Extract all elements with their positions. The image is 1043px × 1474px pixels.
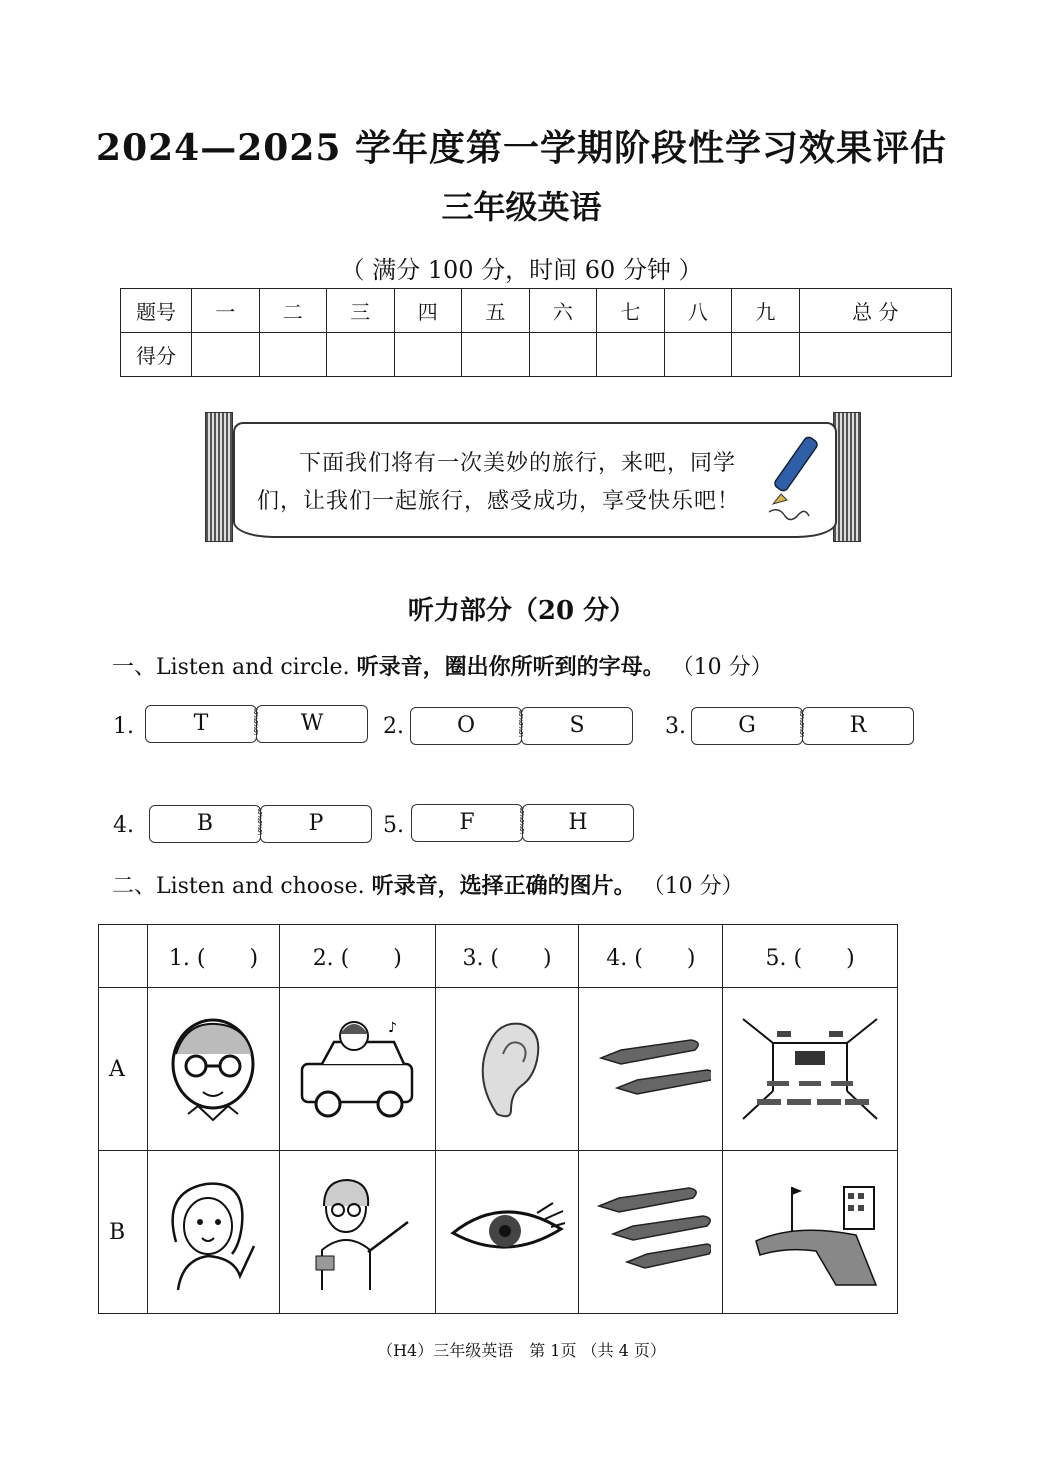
school-playground-icon — [740, 1177, 880, 1287]
score-row-label: 得分 — [121, 333, 192, 377]
part2-instruction-en: 二、Listen and choose. — [112, 874, 365, 899]
item-number: 3. — [665, 714, 686, 739]
score-cell[interactable] — [799, 333, 951, 377]
letter-card-option[interactable]: B — [149, 805, 261, 843]
item-number: 4. — [113, 813, 134, 838]
eye-icon — [447, 1197, 567, 1267]
question-header[interactable]: 5. ( ) — [723, 925, 898, 988]
score-cell[interactable] — [259, 333, 327, 377]
three-pens-icon — [591, 1182, 711, 1282]
exam-meta: （ 满分 100 分，时间 60 分钟 ） — [340, 256, 703, 284]
picture-cell[interactable] — [579, 988, 723, 1151]
score-header-cell: 九 — [732, 289, 800, 333]
page-footer: （H4）三年级英语 第 1页 （共 4 页） — [377, 1341, 666, 1360]
binder-ring-icon: § § § — [257, 808, 263, 837]
letter-card-option[interactable]: W — [256, 705, 368, 743]
letter-card-option[interactable]: F — [411, 804, 523, 842]
exam-title: 2024—2025 学年度第一学期阶段性学习效果评估 — [96, 127, 947, 169]
question-header[interactable]: 2. ( ) — [279, 925, 435, 988]
score-cell[interactable] — [597, 333, 665, 377]
letter-card-option[interactable]: S — [521, 707, 633, 745]
score-header-cell: 一 — [192, 289, 260, 333]
letter-card-option[interactable]: P — [260, 805, 372, 843]
score-cell[interactable] — [732, 333, 800, 377]
row-label: A — [99, 988, 148, 1151]
part1-instruction-zh: 听录音，圈出你所听到的字母。 — [356, 654, 665, 680]
book-spine-left — [205, 412, 233, 542]
question-header[interactable]: 4. ( ) — [579, 925, 723, 988]
picture-choice-table — [98, 924, 898, 1314]
score-header-cell: 五 — [462, 289, 530, 333]
score-header-cell: 二 — [259, 289, 327, 333]
letter-card-option[interactable]: O — [410, 707, 522, 745]
binder-ring-icon: § § § — [253, 708, 259, 737]
picture-cell[interactable] — [148, 988, 280, 1151]
item-number: 5. — [383, 813, 404, 838]
letter-card-option[interactable]: H — [522, 804, 634, 842]
book-page — [233, 422, 837, 538]
picture-cell[interactable] — [435, 1151, 579, 1314]
part1-instruction — [112, 650, 773, 681]
part2-points: （10 分） — [642, 874, 744, 899]
row-label: B — [99, 1151, 148, 1314]
score-cell[interactable] — [664, 333, 732, 377]
picture-cell[interactable] — [579, 1151, 723, 1314]
part1-points: （10 分） — [671, 655, 773, 680]
picture-cell[interactable] — [723, 1151, 898, 1314]
fountain-pen-icon — [759, 432, 839, 532]
score-header-cell: 七 — [597, 289, 665, 333]
score-header-cell: 四 — [394, 289, 462, 333]
binder-ring-icon: § § § — [799, 710, 805, 739]
picture-cell[interactable] — [279, 1151, 435, 1314]
score-table — [120, 288, 952, 377]
letter-card-option[interactable]: T — [145, 705, 257, 743]
score-cell[interactable] — [192, 333, 260, 377]
question-header[interactable]: 1. ( ) — [148, 925, 280, 988]
score-header-cell: 三 — [327, 289, 395, 333]
score-cell[interactable] — [394, 333, 462, 377]
score-header-cell: 六 — [529, 289, 597, 333]
classroom-icon — [737, 1009, 883, 1129]
listening-section-title: 听力部分（20 分） — [407, 596, 636, 626]
item-number: 2. — [383, 714, 404, 739]
woman-waving-icon — [158, 1172, 268, 1292]
item-number: 1. — [113, 714, 134, 739]
exam-subtitle: 三年级英语 — [441, 188, 602, 226]
score-header-cell: 八 — [664, 289, 732, 333]
score-header-cell: 题号 — [121, 289, 192, 333]
teacher-with-pointer-icon — [302, 1172, 412, 1292]
two-pens-icon — [591, 1024, 711, 1114]
picture-cell[interactable] — [723, 988, 898, 1151]
part2-instruction-zh: 听录音，选择正确的图片。 — [371, 873, 636, 899]
banner-line-1: 下面我们将有一次美妙的旅行，来吧，同学 — [299, 451, 737, 476]
part2-instruction — [112, 869, 744, 900]
letter-card-option[interactable]: R — [802, 707, 914, 745]
banner-line-2: 们，让我们一起旅行，感受成功，享受快乐吧！ — [257, 489, 741, 514]
woman-driving-car-icon — [292, 1014, 422, 1124]
binder-ring-icon: § § § — [518, 710, 524, 739]
letter-card-option[interactable]: G — [691, 707, 803, 745]
corner-cell — [99, 925, 148, 988]
picture-cell[interactable] — [435, 988, 579, 1151]
binder-ring-icon: § § § — [519, 807, 525, 836]
picture-cell[interactable] — [148, 1151, 280, 1314]
score-cell[interactable] — [529, 333, 597, 377]
motivation-banner — [203, 412, 863, 552]
ear-icon — [467, 1014, 547, 1124]
part1-instruction-en: 一、Listen and circle. — [112, 655, 350, 680]
question-header[interactable]: 3. ( ) — [435, 925, 579, 988]
score-cell[interactable] — [462, 333, 530, 377]
picture-cell[interactable] — [279, 988, 435, 1151]
svg-text:♪: ♪ — [388, 1020, 398, 1036]
score-cell[interactable] — [327, 333, 395, 377]
score-header-cell: 总 分 — [799, 289, 951, 333]
man-with-glasses-icon — [158, 1014, 268, 1124]
